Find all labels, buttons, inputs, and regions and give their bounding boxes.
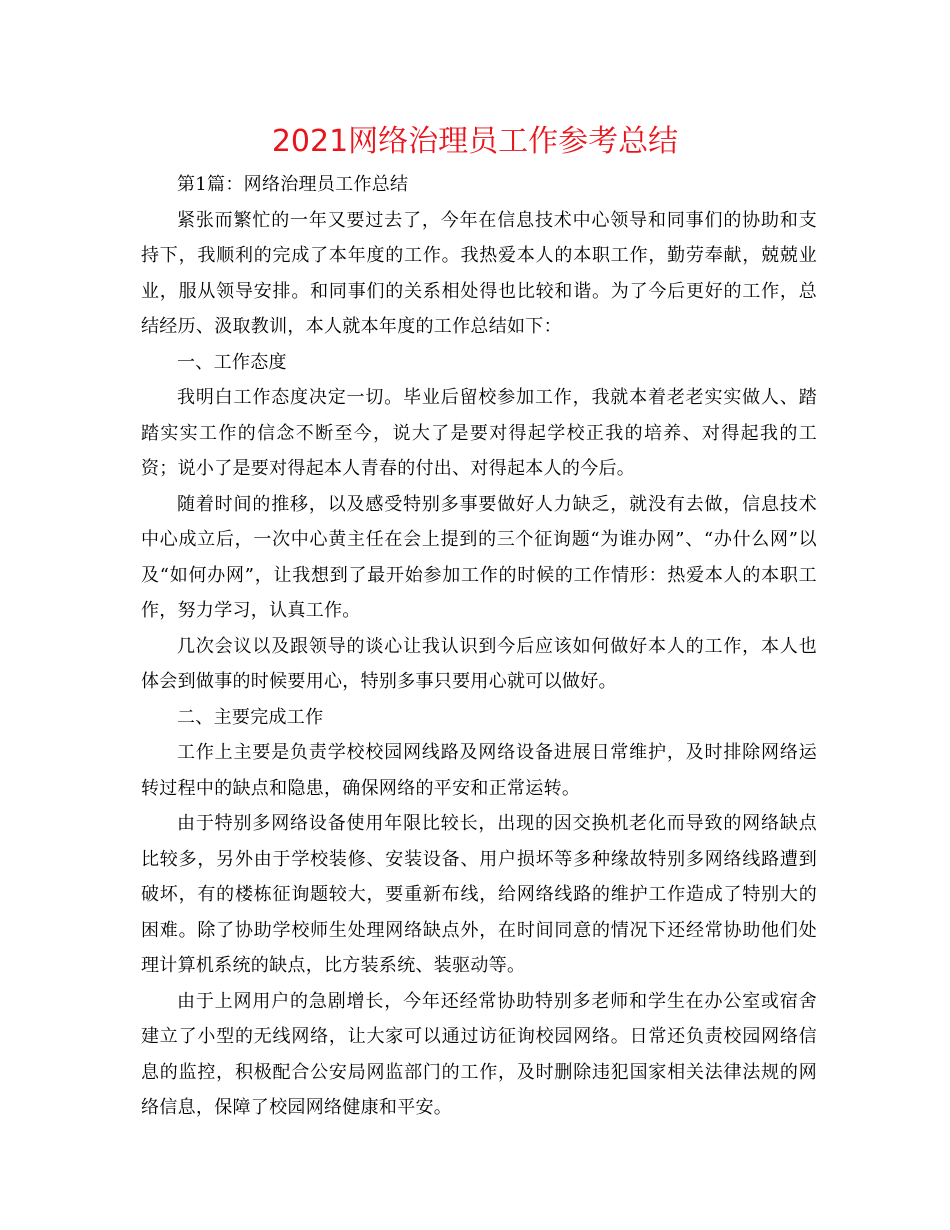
section-heading: 二、主要完成工作	[177, 706, 324, 728]
body-paragraph: 工作上主要是负责学校校园网线路及网络设备进展日常维护，及时排除网络运转过程中的缺点和隐患，确保网络的平安和正常运转。	[141, 742, 817, 799]
document-body	[141, 167, 817, 1126]
body-paragraph: 由于上网用户的急剧增长，今年还经常协助特别多老师和学生在办公室或宿舍建立了小型的无线网络，让大家可以通过访征询校园网络。日常还负责校园网络信息的监控，积极配合公安局网监部门的工作，及时删除违犯国家相关法律法规的网络信息，保障了校园网络健康和平安。	[141, 990, 817, 1118]
body-paragraph: 由于特别多网络设备使用年限比较长，出现的因交换机老化而导致的网络缺点比较多，另外由于学校装修、安装设备、用户损坏等多种缘故特别多网络线路遭到破坏，有的楼栋征询题较大，要重新布线，给网络线路的维护工作造成了特别大的困难。除了协助学校师生处理网络缺点外，在时间同意的情况下还经常协助他们处理计算机系统的缺点，比方装系统、装驱动等。	[141, 813, 817, 976]
document-title: 2021网络治理员工作参考总结	[271, 124, 679, 159]
section-heading: 一、工作态度	[177, 351, 287, 373]
body-paragraph: 随着时间的推移，以及感受特别多事要做好人力缺乏，就没有去做，信息技术中心成立后，一次中心黄主任在会上提到的三个征询题“为谁办网”、“办什么网”以及“如何办网”，让我想到了最开始参加工作的时候的工作情形：热爱本人的本职工作，努力学习，认真工作。	[141, 493, 817, 621]
body-paragraph: 我明白工作态度决定一切。毕业后留校参加工作，我就本着老老实实做人、踏踏实实工作的信念不断至今，说大了是要对得起学校正我的培养、对得起我的工资；说小了是要对得起本人青春的付出、对得起本人的今后。	[141, 387, 817, 479]
body-paragraph: 几次会议以及跟领导的谈心让我认识到今后应该如何做好本人的工作，本人也体会到做事的时候要用心，特别多事只要用心就可以做好。	[141, 635, 817, 692]
section-heading: 第1篇：网络治理员工作总结	[177, 174, 409, 195]
body-paragraph: 紧张而繁忙的一年又要过去了，今年在信息技术中心领导和同事们的协助和支持下，我顺利的完成了本年度的工作。我热爱本人的本职工作，勤劳奉献，兢兢业业，服从领导安排。和同事们的关系相处得也比较和谐。为了今后更好的工作，总结经历、汲取教训，本人就本年度的工作总结如下：	[141, 209, 817, 337]
